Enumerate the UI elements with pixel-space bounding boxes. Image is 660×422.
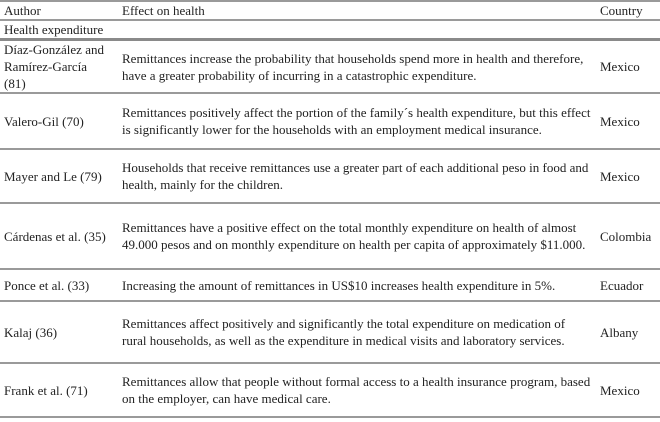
- table-row: [0, 363, 660, 417]
- country-cell: Mexico: [596, 93, 660, 149]
- table-row: [0, 203, 660, 269]
- effect-cell: Remittances positively affect the portion of the family´s health expenditure, but this effect is significantly lower for the households with an employment medical insurance.: [114, 93, 596, 149]
- header-row: [0, 1, 660, 20]
- country-cell: Mexico: [596, 40, 660, 94]
- effect-cell: Households that receive remittances use a greater part of each additional peso in food and health, mainly for the children.: [114, 149, 596, 203]
- table-row: [0, 269, 660, 301]
- effect-cell: Remittances have a positive effect on the total monthly expenditure on health of almost 49.000 pesos and on monthly expenditure on health per capita of approximately $11.000.: [114, 203, 596, 269]
- author-cell: Cárdenas et al. (35): [0, 203, 114, 269]
- country-cell: Ecuador: [596, 269, 660, 301]
- section-row: [0, 20, 660, 40]
- author-cell: Frank et al. (71): [0, 363, 114, 417]
- effect-cell: Remittances increase the probability that households spend more in health and therefore, have a greater probability of incurring in a catastrophic expenditure.: [114, 40, 596, 94]
- section-title: Health expenditure: [0, 20, 660, 40]
- header-country: Country: [596, 1, 660, 20]
- table-row: [0, 149, 660, 203]
- country-cell: Colombia: [596, 203, 660, 269]
- country-cell: Mexico: [596, 363, 660, 417]
- table-row: [0, 93, 660, 149]
- table-row: [0, 301, 660, 363]
- effect-cell: Remittances allow that people without formal access to a health insurance program, based on the employer, can have medical care.: [114, 363, 596, 417]
- effect-cell: Remittances affect positively and significantly the total expenditure on medication of rural households, as well as the expenditure in medical visits and laboratory services.: [114, 301, 596, 363]
- author-cell: Díaz-González and Ramírez-García (81): [0, 40, 114, 94]
- author-cell: Kalaj (36): [0, 301, 114, 363]
- country-cell: Mexico: [596, 149, 660, 203]
- country-cell: Albany: [596, 301, 660, 363]
- effect-cell: Increasing the amount of remittances in US$10 increases health expenditure in 5%.: [114, 269, 596, 301]
- header-effect: Effect on health: [114, 1, 596, 20]
- header-author: Author: [0, 1, 114, 20]
- table-row: [0, 40, 660, 94]
- author-cell: Valero-Gil (70): [0, 93, 114, 149]
- author-cell: Ponce et al. (33): [0, 269, 114, 301]
- author-cell: Mayer and Le (79): [0, 149, 114, 203]
